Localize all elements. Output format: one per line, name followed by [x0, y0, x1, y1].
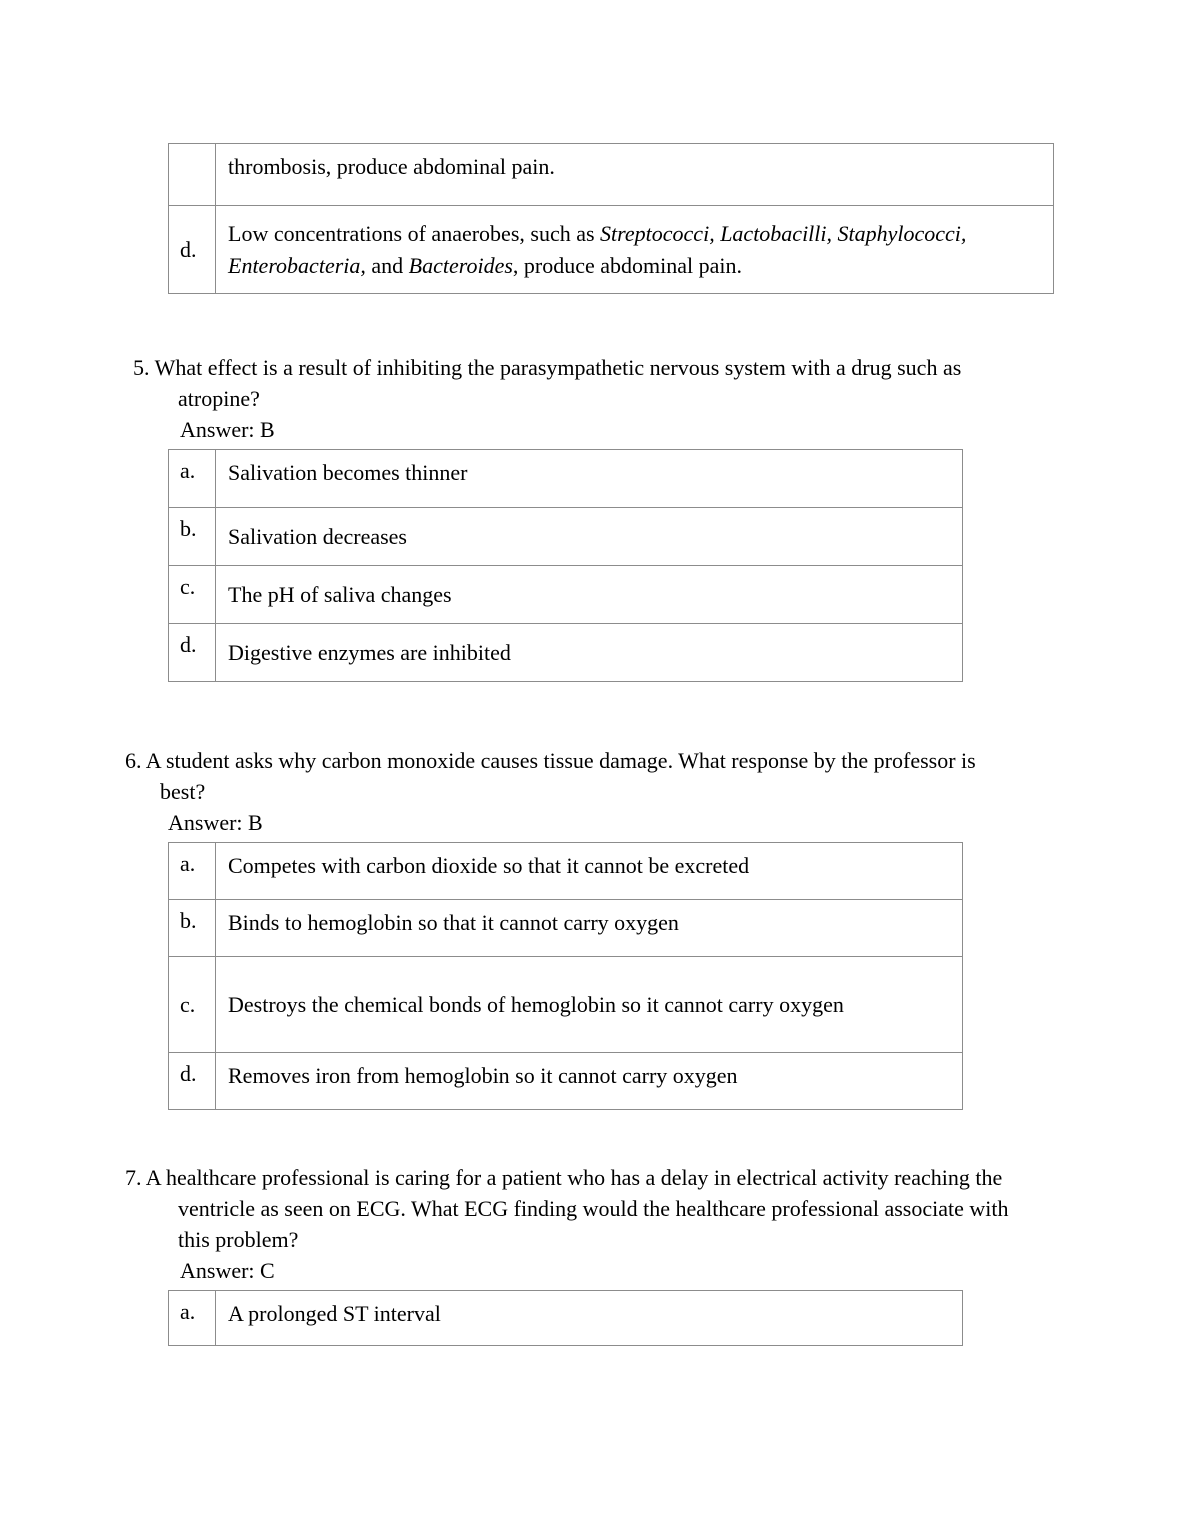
- question-6: [0, 745, 1190, 1110]
- table-row: [169, 450, 963, 508]
- table-row: [169, 957, 963, 1053]
- question-5: [0, 352, 1190, 682]
- table-row: [169, 566, 963, 624]
- table-row: [169, 1291, 963, 1346]
- table-row: [169, 1053, 963, 1110]
- option-label-cell: a.: [169, 450, 216, 508]
- question-7-options-table: [168, 1290, 963, 1346]
- option-text-cell: Salivation decreases: [216, 508, 963, 566]
- option-text-cell: thrombosis, produce abdominal pain.: [216, 144, 1054, 206]
- option-text-cell: Destroys the chemical bonds of hemoglobin so it cannot carry oxygen: [216, 957, 963, 1053]
- table-row: [169, 206, 1054, 294]
- table-row: [169, 144, 1054, 206]
- option-text-cell: Binds to hemoglobin so that it cannot carry oxygen: [216, 900, 963, 957]
- option-text-cell: Removes iron from hemoglobin so it cannot carry oxygen: [216, 1053, 963, 1110]
- table-row: [169, 508, 963, 566]
- question-6-options-table: [168, 842, 963, 1110]
- option-label-cell: a.: [169, 843, 216, 900]
- option-label-cell: d.: [169, 1053, 216, 1110]
- option-text-cell: Low concentrations of anaerobes, such as Streptococci, Lactobacilli, Staphylococci, Enterobacteria, and Bacteroides, produce abdominal pain.: [216, 206, 1054, 294]
- table-row: [169, 900, 963, 957]
- question-5-options-table: [168, 449, 963, 682]
- option-label-cell: b.: [169, 508, 216, 566]
- option-text-cell: A prolonged ST interval: [216, 1291, 963, 1346]
- option-label-cell: c.: [169, 957, 216, 1053]
- option-label-cell: d.: [169, 206, 216, 294]
- question-5-text: 5. What effect is a result of inhibiting the parasympathetic nervous system with a drug such as atropine?: [133, 355, 962, 411]
- option-text-cell: Digestive enzymes are inhibited: [216, 624, 963, 682]
- option-label-cell: [169, 144, 216, 206]
- option-label-cell: b.: [169, 900, 216, 957]
- question-7: [0, 1162, 1190, 1346]
- option-label-cell: c.: [169, 566, 216, 624]
- option-label-cell: a.: [169, 1291, 216, 1346]
- question-7-answer: Answer: C: [180, 1258, 275, 1283]
- option-text-cell: The pH of saliva changes: [216, 566, 963, 624]
- previous-question-options-table: [168, 143, 1054, 294]
- option-label-cell: d.: [169, 624, 216, 682]
- question-6-text: 6. A student asks why carbon monoxide causes tissue damage. What response by the professor is best?: [125, 748, 976, 804]
- question-5-answer: Answer: B: [180, 417, 275, 442]
- option-text-cell: Salivation becomes thinner: [216, 450, 963, 508]
- table-row: [169, 843, 963, 900]
- option-text-cell: Competes with carbon dioxide so that it cannot be excreted: [216, 843, 963, 900]
- question-6-answer: Answer: B: [168, 810, 263, 835]
- table-row: [169, 624, 963, 682]
- question-7-text: 7. A healthcare professional is caring for a patient who has a delay in electrical activity reaching the ventricle as seen on ECG. What ECG finding would the healthcare professional associate with this problem?: [125, 1165, 1009, 1252]
